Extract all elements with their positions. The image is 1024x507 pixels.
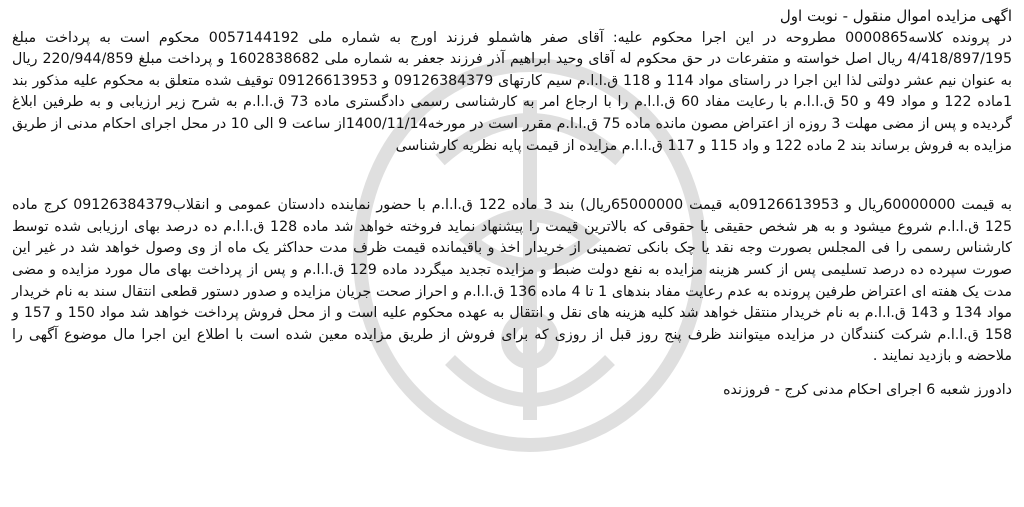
notice-paragraph-2: به قیمت 60000000ریال و 09126613953به قیمت 65000000ریال) بند 3 ماده 122 ق.ا.ا.م با حضور نماینده دادستان عمومی و انقلاب09126384379 کرج ماده 125 ق.ا.ا.م شروع میشود و به هر شخص حقیقی یا حقوقی که بالاترین قیمت را پیشنهاد نماید فروخته خواهد شد ماده 128 ق.ا.ا.م ده درصد بهای ارزیابی شده توسط کارشناس رسمی را فی المجلس بصورت وجه نقد یا چک بانکی تضمینی از خریدار اخذ و باقیمانده قیمت ظرف مدت حداکثر یک ماه از وی وصول خواهد شد در غیر این صورت سپرده ده درصد تسلیمی پس از کسر هزینه مزایده به نفع دولت ضبط و مزایده تجدید میگردد ماده 129 ق.ا.ا.م و پس از پرداخت بهای مال مورد مزایده و مضی مدت یک هفته ای اعتراض طرفین پرونده به عدم رعایت مفاد بندهای 1 تا 4 ماده 136 ق.ا.ا.م و احراز صحت جریان مزایده و صدور دستور قطعی انتقال سند به نام خریدار مواد 134 و 143 ق.ا.ا.م به نام خریدار منتقل خواهد شد کلیه هزینه های نقل و انتقال به عهده محکوم علیه است و از محل فروش پرداخت خواهد شد مواد 150 و 157 و 158 ق.ا.ا.م شرکت کنندگان در مزایده میتوانند ظرف پنج روز قبل از روزی که برای فروش از طریق مزایده معین شده است با اطلاع این اجرا مال موضوع آگهی را ملاحضه و بازدید نمایند . [12,197,1013,365]
notice-paragraph-1: در پرونده کلاسه0000865 مطروحه در این اجرا محکوم علیه: آقای صفر هاشملو فرزند اورج به شماره ملی 0057144192 محکوم است به پرداخت مبلغ 4/418/897/195 ریال اصل خواسته و متفرعات در حق محکوم له آقای وحید ابراهیم آذر فرزند جعفر به شماره ملی 1602838682 و پرداخت مبلغ 220/944/859 ریال به عنوان نیم عشر دولتی لذا این اجرا در راستای مواد 114 و 118 ق.ا.ا.م سیم کارتهای 09126384379 و 09126613953 توقیف شده متعلق به محکوم علیه مذکور بند 1ماده 122 و مواد 49 و 50 ق.ا.ا.م با رعایت مفاد 60 ق.ا.ا.م را با ارجاع امر به کارشناسی رسمی دادگستری ماده 73 ق.ا.ا.م به شرح زیر ارزیابی و به طرفین ابلاغ گردیده و پس از مضی مهلت 3 روزه از اعتراض مصون مانده ماده 75 ق.ا.ا.م مقرر است در مورخه1400/11/14از ساعت 9 الی 10 در محل اجرای احکام مدنی از طریق مزایده به فروش برساند بند 2 ماده 122 و واد 115 و 117 ق.ا.ا.م مزایده از قیمت پایه نظریه کارشناسی [12,29,1013,154]
auction-notice [12,6,1012,402]
notice-signature: دادورز شعبه 6 اجرای احکام مدنی کرج - فروزنده [723,381,1012,398]
notice-title: اگهی مزایده اموال منقول - نوبت اول [779,7,1012,25]
